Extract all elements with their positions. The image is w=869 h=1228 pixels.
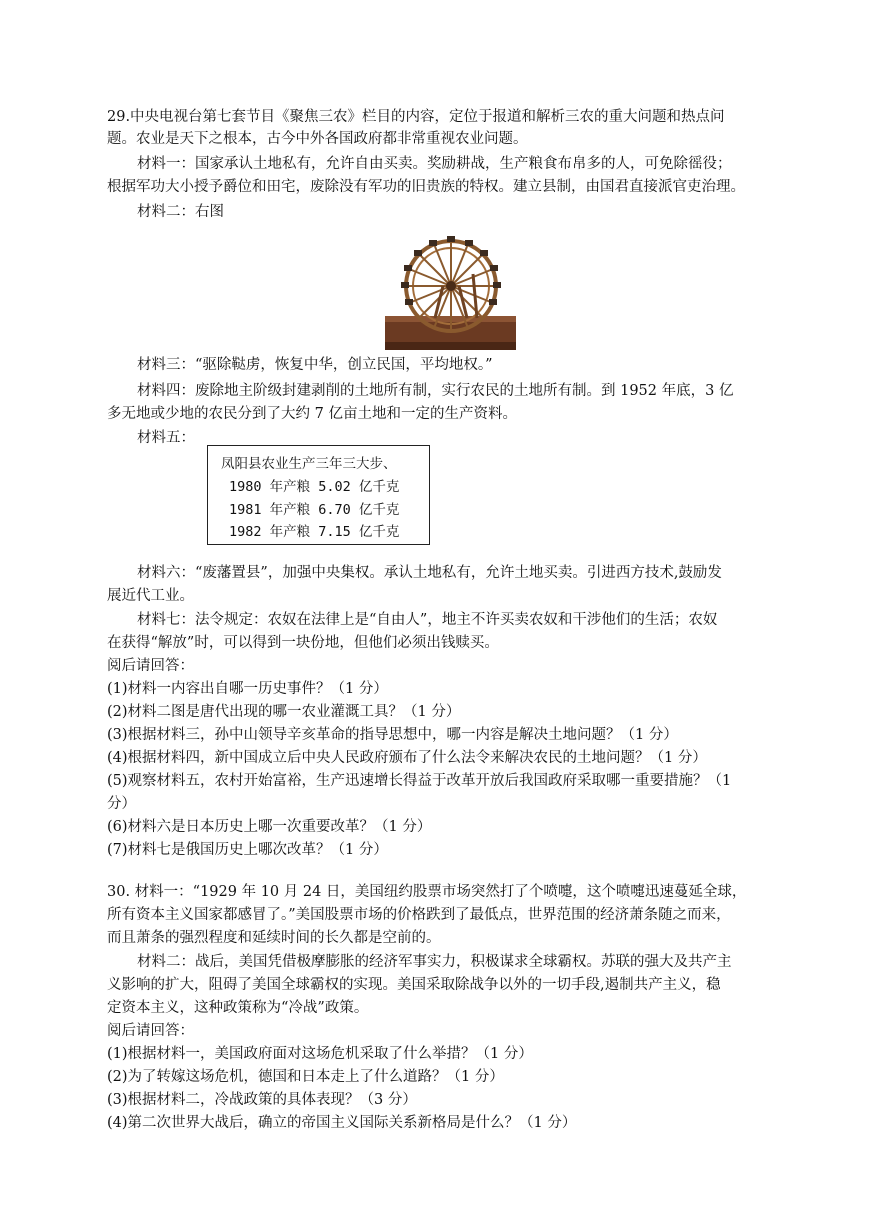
q29-material-5: 材料五： <box>137 430 195 446</box>
q30-answer-prompt: 阅后请回答： <box>107 1023 194 1039</box>
q29-intro-line-2: 题。农业是天下之根本，古今中外各国政府都非常重视农业问题。 <box>107 131 528 147</box>
q29-material-1-line-2: 根据军功大小授予爵位和田宅，废除没有军功的旧贵族的特权。建立县制，由国君直接派官吏治理。 <box>107 179 745 195</box>
q29-answer-prompt: 阅后请回答： <box>107 658 194 674</box>
q30-material-1-line-1: 30. 材料一：“1929 年 10 月 24 日，美国纽约股票市场突然打了个喷嚏，这个喷嚏迅速蔓延全球， <box>107 884 747 900</box>
q29-material-1-line-1: 材料一：国家承认土地私有，允许自由买卖。奖励耕战，生产粮食布帛多的人，可免除徭役； <box>137 156 732 172</box>
q30-material-1-line-2: 所有资本主义国家都感冒了。”美国股票市场的价格跌到了最低点，世界范围的经济萧条随之而来， <box>107 907 731 923</box>
q29-material-3: 材料三：“驱除鞑虏，恢复中华，创立民国，平均地权。” <box>137 357 493 373</box>
q30-material-2-line-2: 义影响的扩大，阻碍了美国全球霸权的实现。美国采取除战争以外的一切手段,遏制共产主义，稳 <box>107 977 721 993</box>
q29-material-2: 材料二：右图 <box>137 204 224 220</box>
q29-question-5-line-1: (5)观察材料五，农村开始富裕，生产迅速增长得益于改革开放后我国政府采取哪一重要措施？（1 <box>107 773 732 789</box>
q29-question-1: (1)材料一内容出自哪一历史事件？（1 分） <box>107 681 388 697</box>
table-row: 1981 年产粮 6.70 亿千克 <box>229 502 400 518</box>
q29-material-6-line-1: 材料六：“废藩置县”，加强中央集权。承认土地私有，允许土地买卖。引进西方技术,鼓励发 <box>137 565 722 581</box>
table-row: 1982 年产粮 7.15 亿千克 <box>229 524 400 540</box>
q29-material-7-line-2: 在获得“解放”时，可以得到一块份地，但他们必须出钱赎买。 <box>107 635 499 651</box>
fengyang-grain-table <box>207 445 430 545</box>
q30-material-2-line-1: 材料二：战后，美国凭借极摩膨胀的经济军事实力，积极谋求全球霸权。苏联的强大及共产主 <box>137 954 732 970</box>
q29-question-5-line-2: 分） <box>107 796 136 812</box>
q30-material-2-line-3: 定资本主义，这种政策称为“冷战”政策。 <box>107 1000 369 1016</box>
q29-material-4-line-1: 材料四：废除地主阶级封建剥削的土地所有制，实行农民的土地所有制。到 1952 年底，3 亿 <box>137 383 734 399</box>
q30-question-2: (2)为了转嫁这场危机，德国和日本走上了什么道路？（1 分） <box>107 1069 504 1085</box>
q29-question-7: (7)材料七是俄国历史上哪次改革？（1 分） <box>107 842 388 858</box>
q29-question-2: (2)材料二图是唐代出现的哪一农业灌溉工具？（1 分） <box>107 704 461 720</box>
table-row: 1980 年产粮 5.02 亿千克 <box>229 479 400 495</box>
table-title: 凤阳县农业生产三年三大步、 <box>221 456 397 472</box>
q29-question-3: (3)根据材料三，孙中山领导辛亥革命的指导思想中，哪一内容是解决土地问题？（1 分） <box>107 727 678 743</box>
q30-material-1-line-3: 而且萧条的强烈程度和延续时间的长久都是空前的。 <box>107 930 441 946</box>
q29-intro-line-1: 29.中央电视台第七套节目《聚焦三农》栏目的内容，定位于报道和解析三农的重大问题和热点问 <box>107 109 725 125</box>
q30-question-4: (4)第二次世界大战后，确立的帝国主义国际关系新格局是什么？（1 分） <box>107 1115 577 1131</box>
q29-material-4-line-2: 多无地或少地的农民分到了大约 7 亿亩土地和一定的生产资料。 <box>107 406 517 422</box>
q29-material-7-line-1: 材料七：法令规定：农奴在法律上是“自由人”，地主不许买卖农奴和干涉他们的生活；农奴 <box>137 612 718 628</box>
q30-question-1: (1)根据材料一，美国政府面对这场危机采取了什么举措？（1 分） <box>107 1046 533 1062</box>
q30-question-3: (3)根据材料二，冷战政策的具体表现？（3 分） <box>107 1092 417 1108</box>
q29-question-4: (4)根据材料四，新中国成立后中央人民政府颁布了什么法令来解决农民的土地问题？（1 分） <box>107 750 707 766</box>
waterwheel-model-icon <box>385 234 516 350</box>
q29-material-6-line-2: 展近代工业。 <box>107 588 194 604</box>
q29-question-6: (6)材料六是日本历史上哪一次重要改革？（1 分） <box>107 819 432 835</box>
